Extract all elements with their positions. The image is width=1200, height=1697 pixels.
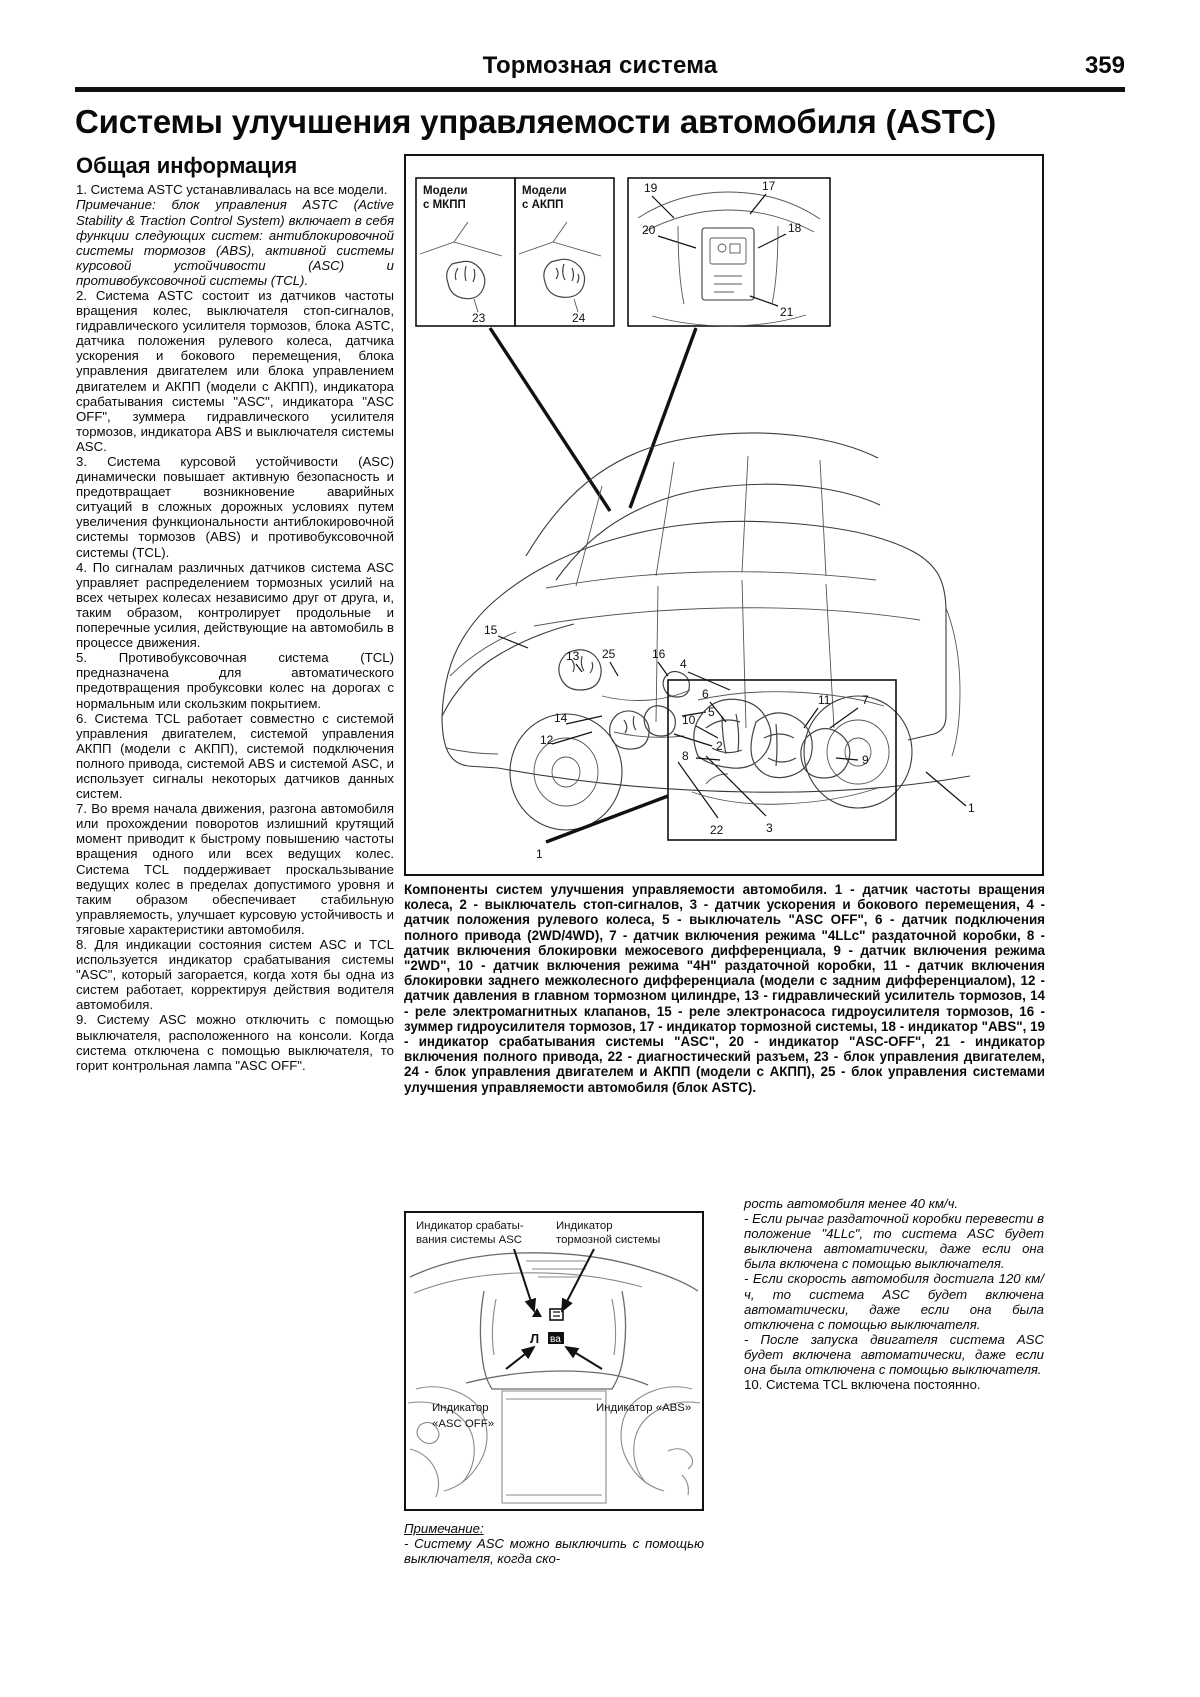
front-wheel <box>510 714 622 830</box>
figure-astc-components <box>404 154 1044 876</box>
callout-18: 18 <box>788 221 802 235</box>
inset-mkpp-label-line1: Модели <box>423 185 468 197</box>
paragraph-6: 6. Система TCL работает совместно с системой управления двигателем, системой управления АКПП (модели с АКПП), системой подключения полного привода, системой ABS и системой ASC, и использует сигналы некоторых датчиков данных систем. <box>76 710 394 802</box>
label-asc-indicator-line1: Индикатор срабаты- <box>416 1220 524 1232</box>
note-text: - Систему ASC можно выключить с помощью выключателя, когда ско- <box>404 1536 704 1567</box>
label-asc-indicator-line2: вания системы ASC <box>416 1234 523 1246</box>
callout-17: 17 <box>762 179 776 193</box>
note-bullet-1: - Если рычаг раздаточной коробки перевести в положение "4LLc", то система ASC будет выключена автоматически, даже если она была включена с помощью выключателя. <box>744 1211 1044 1272</box>
paragraph-3: 3. Система курсовой устойчивости (ASC) динамически повышает активную безопасность и предотвращает возникновение аварийных ситуаций в сложных дорожных условиях путем увеличения функциональности антиблокировочной системы тормозов (ABS) и противобуксовочной системы (TCL). <box>76 454 394 560</box>
svg-text:Л: Л <box>530 1331 540 1346</box>
callout-1: 1 <box>968 801 975 815</box>
section-heading: Общая информация <box>76 153 298 178</box>
figure-dash-svg <box>406 1213 702 1509</box>
figure-astc-svg <box>406 156 1042 874</box>
arrow-to-asc-off-indicator <box>506 1347 534 1369</box>
page-number: 359 <box>1084 52 1125 79</box>
running-head <box>75 52 1125 98</box>
left-text-column <box>76 154 394 1073</box>
callout-15: 15 <box>484 623 498 637</box>
label-asc-off-line2: «ASC OFF» <box>432 1418 495 1430</box>
callout-1b: 1 <box>536 847 543 861</box>
figure-astc-caption: Компоненты систем улучшения управляемости автомобиля. 1 - датчик частоты вращения колеса, 2 - выключатель стоп-сигналов, 3 - датчик ускорения и бокового перемещения, 4 - датчик положения рулевого колеса, 5 - выключатель "ASC OFF", 6 - датчик подключения полного привода (2WD/4WD), 7 - датчик включения режима "4LLc" раздаточной коробки, 8 - датчик включения блокировки межосевого дифференциала, 9 - датчик включения режима "2WD", 10 - датчик включения режима "4H" раздаточной коробки, 11 - датчик включения блокировки заднего межколесного дифференциала (модели с задним дифференциалом), 12 - датчик давления в главном тормозном цилиндре, 13 - гидравлический усилитель тормозов, 14 - реле электромагнитных клапанов, 15 - реле электронасоса гидроусилителя тормозов, 16 - зуммер гидроусилителя тормозов, 17 - индикатор тормозной системы, 18 - индикатор "ABS", 19 - индикатор срабатывания системы "ASC", 20 - индикатор "ASC-OFF", 21 - индикатор включения полного привода, 22 - диагностический разъем, 23 - блок управления двигателем, 24 - блок управления двигателем и АКПП (модели с АКПП), 25 - блок управления системами улучшения управляемости автомобиля (блок ASTC). <box>404 882 1045 1095</box>
arrow-to-asc-indicator <box>514 1249 534 1311</box>
paragraph-1: 1. Система ASTC устанавливалась на все модели. <box>76 182 388 198</box>
callout-10: 10 <box>682 713 696 727</box>
label-brake-indicator-line2: тормозной системы <box>556 1234 661 1246</box>
running-head-title: Тормозная система <box>482 52 718 79</box>
label-brake-indicator-line1: Индикатор <box>556 1220 613 1232</box>
callout-22: 22 <box>710 823 724 837</box>
callout-24: 24 <box>572 311 586 325</box>
callout-23: 23 <box>472 311 486 325</box>
paragraph-2: 2. Система ASTC состоит из датчиков частоты вращения колес, выключателя стоп-сигналов, гидравлического усилителя тормозов, блока ASTC, датчика положения рулевого колеса, датчика ускорения и бокового перемещения, блока управления двигателем или блока управлением двигателем и АКПП (модели с АКПП), индикатора срабатывания системы "ASC", индикатора "ASC OFF", зуммера гидравлического усилителя тормозов, индикатора ABS и выключателя системы ASC. <box>76 287 394 454</box>
callout-4: 4 <box>680 657 687 671</box>
inset-akpp <box>515 178 614 326</box>
figure-dash-indicators <box>404 1211 704 1511</box>
label-abs-indicator: Индикатор «ABS» <box>596 1402 692 1414</box>
callouts-vehicle <box>484 623 975 861</box>
callout-7: 7 <box>862 693 869 707</box>
paragraph-9: 9. Систему ASC можно отключить с помощью выключателя, расположенного на консоли. Когда система отключена с помощью выключателя, то горит контрольная лампа "ASC OFF". <box>76 1012 394 1073</box>
indicator-glyph-row2 <box>530 1331 564 1346</box>
callout-20: 20 <box>642 223 656 237</box>
callout-6: 6 <box>702 687 709 701</box>
callout-19: 19 <box>644 181 658 195</box>
callout-3: 3 <box>766 821 773 835</box>
indicator-glyph-row1 <box>532 1308 563 1320</box>
header-rule <box>75 87 1125 92</box>
inset-akpp-label-line1: Модели <box>522 185 567 197</box>
paragraph-note: Примечание: блок управления ASTC (Active Stability & Traction Control System) включает в себя функции следующих систем: антиблокировочной системы тормозов (ABS), активной системы курсовой устойчивости (ASC) и противобуксовочной системы (TCL). <box>76 197 394 288</box>
connector-mkpp <box>490 328 610 511</box>
callout-2: 2 <box>716 739 723 753</box>
note-bullet-3: - После запуска двигателя система ASC будет включена автоматически, даже если она была отключена с помощью выключателя. <box>744 1331 1044 1378</box>
callout-8: 8 <box>682 749 689 763</box>
page-title: Системы улучшения управляемости автомобиля (ASTC) <box>75 103 997 140</box>
arrow-to-brake-indicator <box>562 1249 594 1311</box>
paragraph-7: 7. Во время начала движения, разгона автомобиля или прохождении поворотов излишний крутящий момент приводит к быстрому повышению частоты вращения одного или всех ведущих колес. Система TCL поддерживает проскальзывание ведущих колес в пределах допустимого уровня и таким образом обеспечивает стабильную управляемость, улучшает курсовую устойчивость и тяговые характеристики автомобиля. <box>76 801 394 937</box>
svg-text:ва: ва <box>550 1334 561 1345</box>
inset-mkpp <box>416 178 515 326</box>
paragraph-5: 5. Противобуксовочная система (TCL) предназначена для автоматического предотвращения пробуксовки колес на дорогах с нормальным или скользким покрытием. <box>76 650 394 711</box>
callout-11: 11 <box>818 693 831 707</box>
arrow-to-abs-indicator <box>566 1347 602 1369</box>
note-label: Примечание: <box>404 1521 484 1536</box>
callout-13: 13 <box>566 649 580 663</box>
vehicle-outline <box>442 433 970 830</box>
bottom-right-column <box>744 1196 1044 1392</box>
inset-mkpp-label-line2: с МКПП <box>423 199 466 211</box>
note-continuation: рость автомобиля менее 40 км/ч. <box>744 1196 959 1211</box>
inset-instrument-cluster <box>628 178 830 326</box>
component-cluster-engine-bay <box>559 650 690 749</box>
callout-16: 16 <box>652 647 666 661</box>
callout-25: 25 <box>602 647 616 661</box>
paragraph-10: 10. Система TCL включена постоянно. <box>744 1377 981 1393</box>
connector-transfer-case <box>546 796 668 842</box>
callout-14: 14 <box>554 711 568 725</box>
inset-transfer-case <box>668 680 896 840</box>
callout-21: 21 <box>780 305 794 319</box>
paragraph-4: 4. По сигналам различных датчиков система ASC управляет распределением тормозных усилий на всех четырех колесах независимо друг от друга, и, таким образом, контролирует продольные и поперечные усилия, действующие на автомобиль в процессе движения. <box>76 559 394 651</box>
callout-5: 5 <box>708 705 715 719</box>
figure-dash-note <box>404 1521 704 1566</box>
inset-akpp-label-line2: с АКПП <box>522 199 564 211</box>
callout-12: 12 <box>540 733 554 747</box>
paragraph-8: 8. Для индикации состояния систем ASC и TCL используется индикатор срабатывания системы "ASC", который загорается, когда хотя бы одна из систем работает, корректируя действия водителя автомобиля. <box>76 937 394 1013</box>
callout-9: 9 <box>862 753 869 767</box>
label-asc-off-line1: Индикатор <box>432 1402 489 1414</box>
note-bullet-2: - Если скорость автомобиля достигла 120 км/ч, то система ASC будет включена автоматически, даже если она была отключена с помощью выключателя. <box>744 1271 1044 1332</box>
connector-cluster <box>630 328 696 508</box>
